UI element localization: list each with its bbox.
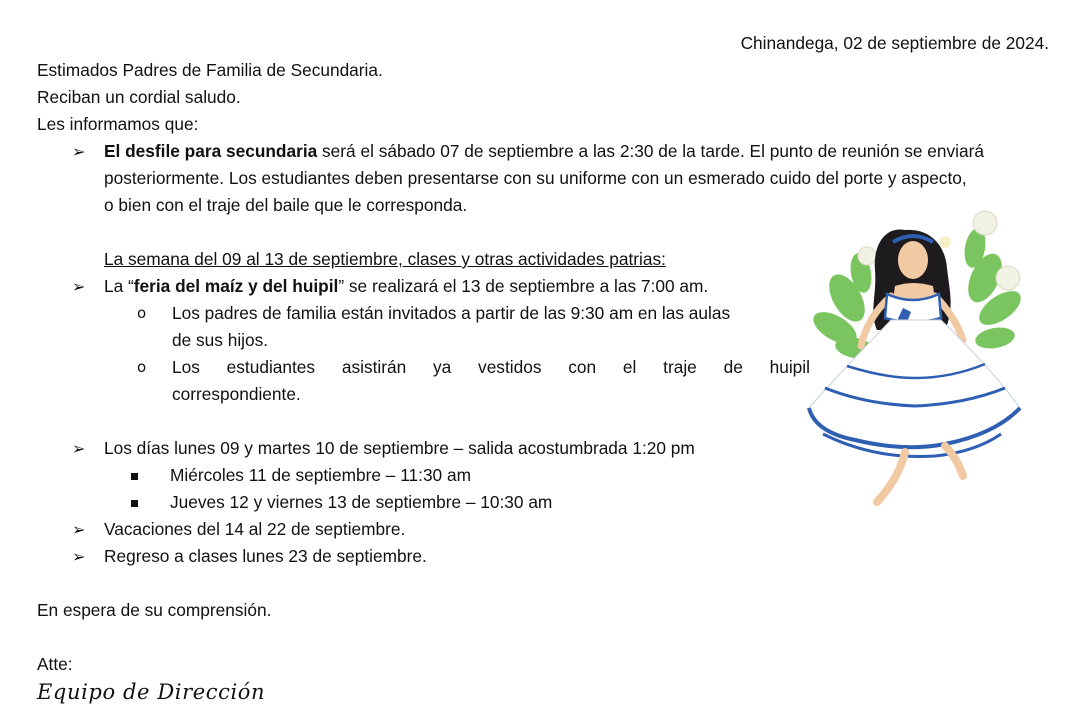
arrow-bullet-icon: ➢ <box>72 520 86 539</box>
fair-pre: La “ <box>104 276 134 296</box>
arrow-bullet-icon: ➢ <box>72 142 86 161</box>
vacation-line: Vacaciones del 14 al 22 de septiembre. <box>104 519 406 539</box>
folk-dancer-illustration <box>795 208 1035 518</box>
arrow-bullet-icon: ➢ <box>72 547 86 566</box>
fair-bold: feria del maíz y del huipil <box>133 276 339 296</box>
fair-line <box>104 273 708 300</box>
parade-line-2: posteriormente. Los estudiantes deben presentarse con su uniforme con un esmerado cuido del porte y aspecto, <box>104 168 967 188</box>
square-bullet-icon <box>131 473 138 480</box>
fair-post: ” se realizará el 13 de septiembre a las 7:00 am. <box>338 276 709 296</box>
fair-sub-1-line-1: Los padres de familia están invitados a partir de las 9:30 am en las aulas <box>172 303 731 323</box>
fair-sub-2-line-1: Los estudiantes asistirán ya vestidos con el traje de huipil <box>172 357 810 377</box>
parade-line-3: o bien con el traje del baile que le corresponda. <box>104 195 468 215</box>
arrow-bullet-icon: ➢ <box>72 439 86 458</box>
square-bullet-icon <box>131 500 138 507</box>
schedule-sub-2: Jueves 12 y viernes 13 de septiembre – 10:30 am <box>170 492 553 512</box>
circle-bullet-icon: o <box>137 304 147 322</box>
signature: Equipo de Dirección <box>37 680 266 704</box>
week-heading: La semana del 09 al 13 de septiembre, clases y otras actividades patrias: <box>104 249 666 269</box>
parade-bold: El desfile para secundaria <box>104 141 318 161</box>
intro: Les informamos que: <box>37 114 199 134</box>
schedule-sub-1: Miércoles 11 de septiembre – 11:30 am <box>170 465 471 485</box>
arrow-bullet-icon: ➢ <box>72 277 86 296</box>
fair-sub-2-line-2: correspondiente. <box>172 384 301 404</box>
closing: En espera de su comprensión. <box>37 600 272 620</box>
sign-off: Atte: <box>37 654 73 674</box>
schedule-main: Los días lunes 09 y martes 10 de septiembre – salida acostumbrada 1:20 pm <box>104 438 695 458</box>
salutation: Estimados Padres de Familia de Secundaria. <box>37 60 383 80</box>
fair-sub-1-line-2: de sus hijos. <box>172 330 269 350</box>
greeting: Reciban un cordial saludo. <box>37 87 241 107</box>
parade-line-1 <box>104 138 984 165</box>
letter-date: Chinandega, 02 de septiembre de 2024. <box>740 33 1049 53</box>
parade-line1-rest: será el sábado 07 de septiembre a las 2:30 de la tarde. El punto de reunión se enviará <box>317 141 984 161</box>
return-line: Regreso a clases lunes 23 de septiembre. <box>104 546 427 566</box>
circle-bullet-icon: o <box>137 358 147 376</box>
